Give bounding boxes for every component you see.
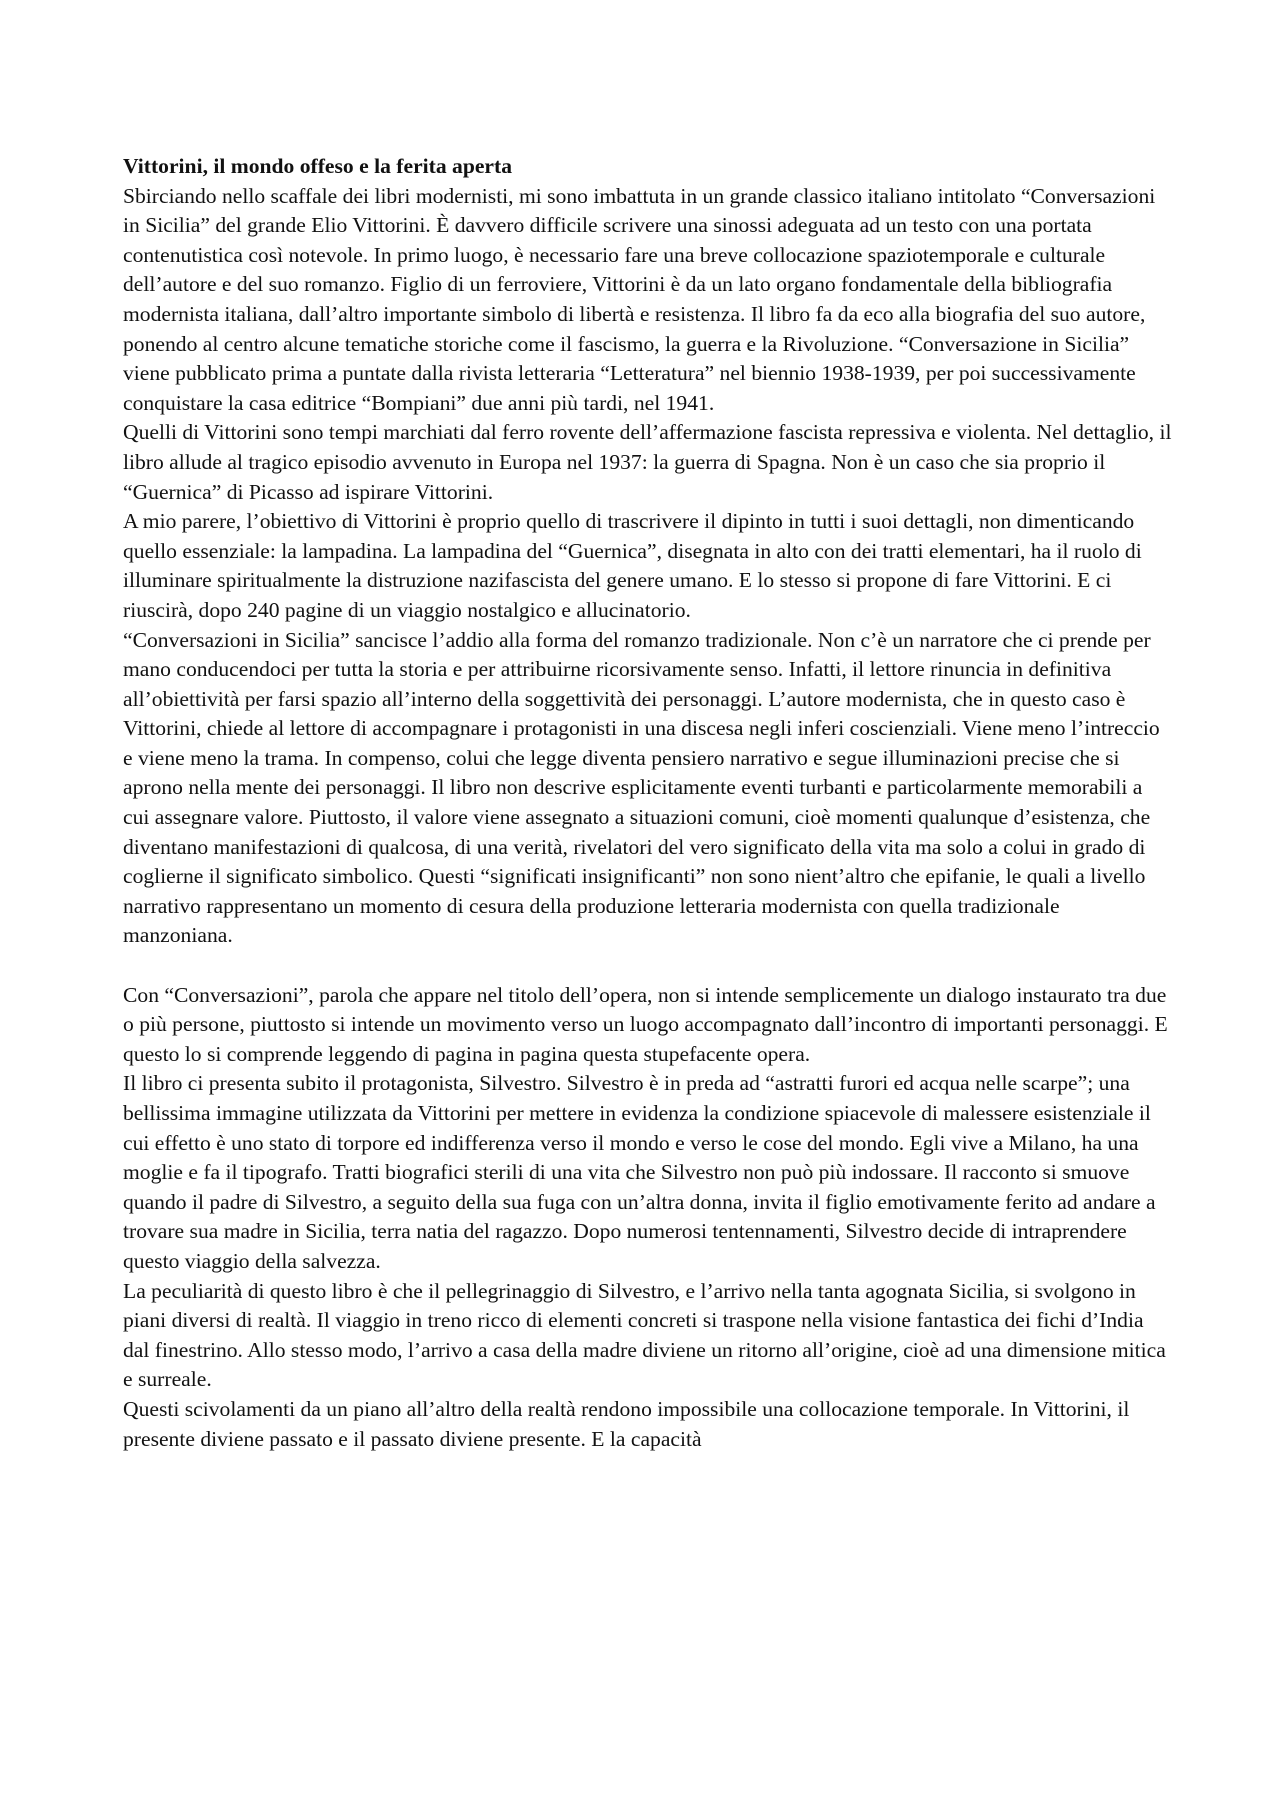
paragraph: Questi scivolamenti da un piano all’altro della realtà rendono impossibile una collocazione temporale. In Vittorini, il presente diviene passato e il passato diviene presente. E la capacità — [123, 1396, 1130, 1451]
paragraph: Sbirciando nello scaffale dei libri modernisti, mi sono imbattuta in un grande classico italiano intitolato “Conversazioni in Sicilia” del grande Elio Vittorini. È davvero difficile scrivere una sinossi adeguata ad un testo con una portata contenutistica così notevole. In primo luogo, è necessario fare una breve collocazione spaziotemporale e culturale dell’autore e del suo romanzo. Figlio di un ferroviere, Vittorini è da un lato organo fondamentale della bibliografia modernista italiana, dall’altro importante simbolo di libertà e resistenza. Il libro fa da eco alla biografia del suo autore, ponendo al centro alcune tematiche storiche come il fascismo, la guerra e la Rivoluzione. “Conversazione in Sicilia” viene pubblicato prima a puntate dalla rivista letteraria “Letteratura” nel biennio 1938-1939, per poi successivamente conquistare la casa editrice “Bompiani” due anni più tardi, nel 1941. — [123, 183, 1156, 415]
paragraph: “Conversazioni in Sicilia” sancisce l’addio alla forma del romanzo tradizionale. Non c’è un narratore che ci prende per mano conducendoci per tutta la storia e per attribuirne ricorsivamente senso. Infatti, il lettore rinuncia in definitiva all’obiettività per farsi spazio all’interno della soggettività dei personaggi. L’autore modernista, che in questo caso è Vittorini, chiede al lettore di accompagnare i protagonisti in una discesa negli inferi coscienziali. Viene meno l’intreccio e viene meno la trama. In compenso, colui che legge diventa pensiero narrativo e segue illuminazioni precise che si aprono nella mente dei personaggi. Il libro non descrive esplicitamente eventi turbanti e particolarmente memorabili a cui assegnare valore. Piuttosto, il valore viene assegnato a situazioni comuni, cioè momenti qualunque d’esistenza, che diventano manifestazioni di qualcosa, di una verità, rivelatori del vero significato della vita ma solo a colui in grado di coglierne il significato simbolico. Questi “significati insignificanti” non sono nient’altro che epifanie, le quali a livello narrativo rappresentano un momento di cesura della produzione letteraria modernista con quella tradizionale manzoniana. — [123, 627, 1160, 948]
paragraph-spacer — [123, 951, 1173, 981]
document-title: Vittorini, il mondo offeso e la ferita aperta — [123, 154, 513, 178]
paragraph: Quelli di Vittorini sono tempi marchiati dal ferro rovente dell’affermazione fascista repressiva e violenta. Nel dettaglio, il libro allude al tragico episodio avvenuto in Europa nel 1937: la guerra di Spagna. Non è un caso che sia proprio il “Guernica” di Picasso ad ispirare Vittorini. — [123, 420, 1172, 504]
paragraph: La peculiarità di questo libro è che il pellegrinaggio di Silvestro, e l’arrivo nella tanta agognata Sicilia, si svolgono in piani diversi di realtà. Il viaggio in treno ricco di elementi concreti si traspone nella visione fantastica dei fichi d’India dal finestrino. Allo stesso modo, l’arrivo a casa della madre diviene un ritorno all’origine, cioè ad una dimensione mitica e surreale. — [123, 1278, 1166, 1392]
paragraph: Il libro ci presenta subito il protagonista, Silvestro. Silvestro è in preda ad “astratti furori ed acqua nelle scarpe”; una bellissima immagine utilizzata da Vittorini per mettere in evidenza la condizione spiacevole di malessere esistenziale il cui effetto è uno stato di torpore ed indifferenza verso il mondo e verso le cose del mondo. Egli vive a Milano, ha una moglie e fa il tipografo. Tratti biografici sterili di una vita che Silvestro non può più indossare. Il racconto si smuove quando il padre di Silvestro, a seguito della sua fuga con un’altra donna, invita il figlio emotivamente ferito ad andare a trovare sua madre in Sicilia, terra natia del ragazzo. Dopo numerosi tentennamenti, Silvestro decide di intraprendere questo viaggio della salvezza. — [123, 1071, 1156, 1273]
paragraph: Con “Conversazioni”, parola che appare nel titolo dell’opera, non si intende semplicemente un dialogo instaurato tra due o più persone, piuttosto si intende un movimento verso un luogo accompagnato dall’incontro di importanti personaggi. E questo lo si comprende leggendo di pagina in pagina questa stupefacente opera. — [123, 982, 1168, 1066]
document-body — [123, 152, 1173, 1454]
paragraph: A mio parere, l’obiettivo di Vittorini è proprio quello di trascrivere il dipinto in tutti i suoi dettagli, non dimenticando quello essenziale: la lampadina. La lampadina del “Guernica”, disegnata in alto con dei tratti elementari, ha il ruolo di illuminare spiritualmente la distruzione nazifascista del genere umano. E lo stesso si propone di fare Vittorini. E ci riuscirà, dopo 240 pagine di un viaggio nostalgico e allucinatorio. — [123, 509, 1142, 622]
